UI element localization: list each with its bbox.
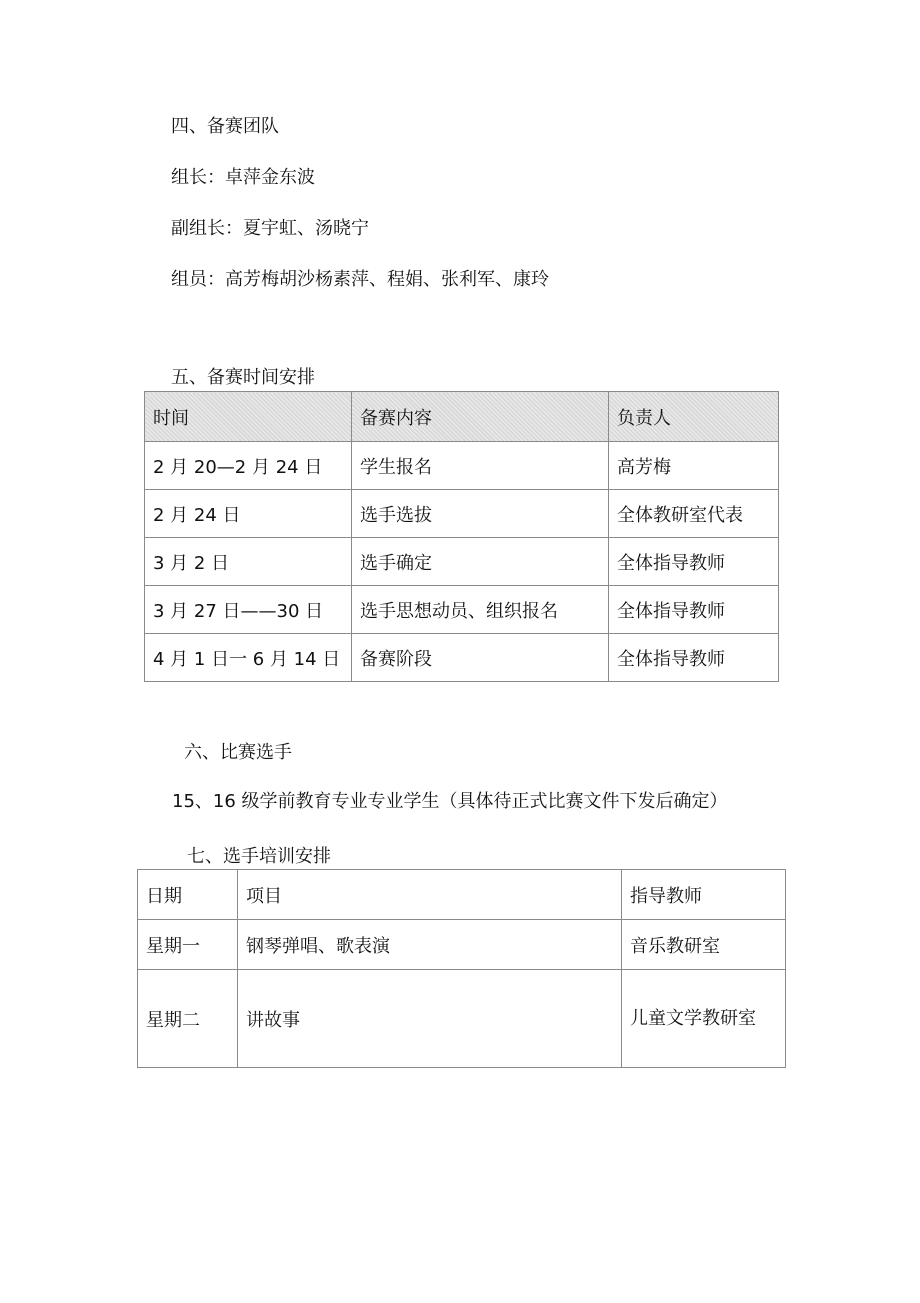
schedule-cell-time: 4 月 1 日一 6 月 14 日 — [145, 634, 352, 682]
table-row — [145, 586, 779, 634]
table-row — [145, 538, 779, 586]
schedule-cell-content: 备赛阶段 — [352, 634, 609, 682]
schedule-header-time: 时间 — [145, 392, 352, 442]
training-header-item: 项目 — [238, 870, 622, 920]
training-cell-date: 星期二 — [138, 970, 238, 1068]
training-cell-teacher: 儿童文学教研室 — [622, 970, 786, 1068]
schedule-cell-owner: 全体指导教师 — [609, 634, 779, 682]
schedule-cell-owner: 全体指导教师 — [609, 586, 779, 634]
schedule-header-content: 备赛内容 — [352, 392, 609, 442]
schedule-cell-owner: 全体指导教师 — [609, 538, 779, 586]
section6-heading: 六、比赛选手 — [184, 742, 292, 763]
section4-heading: 四、备赛团队 — [171, 116, 279, 137]
schedule-header-owner: 负责人 — [609, 392, 779, 442]
table-row — [138, 920, 786, 970]
table-row — [145, 490, 779, 538]
team-deputy: 副组长：夏宇虹、汤晓宁 — [171, 218, 369, 239]
schedule-cell-owner: 高芳梅 — [609, 442, 779, 490]
training-table — [137, 869, 786, 1068]
schedule-cell-content: 选手选拔 — [352, 490, 609, 538]
training-cell-teacher: 音乐教研室 — [622, 920, 786, 970]
schedule-table — [144, 391, 779, 682]
training-cell-date: 星期一 — [138, 920, 238, 970]
training-cell-item: 钢琴弹唱、歌表演 — [238, 920, 622, 970]
contestants-text: 15、16 级学前教育专业专业学生（具体待正式比赛文件下发后确定） — [172, 791, 728, 812]
training-header-teacher: 指导教师 — [622, 870, 786, 920]
schedule-cell-time: 2 月 20—2 月 24 日 — [145, 442, 352, 490]
team-leader: 组长：卓萍金东波 — [171, 167, 315, 188]
schedule-cell-content: 选手确定 — [352, 538, 609, 586]
section7-heading: 七、选手培训安排 — [187, 846, 331, 867]
section5-heading: 五、备赛时间安排 — [171, 367, 315, 388]
schedule-header-row — [145, 392, 779, 442]
schedule-cell-time: 2 月 24 日 — [145, 490, 352, 538]
schedule-cell-time: 3 月 27 日——30 日 — [145, 586, 352, 634]
table-row — [138, 970, 786, 1068]
training-header-date: 日期 — [138, 870, 238, 920]
schedule-cell-content: 学生报名 — [352, 442, 609, 490]
training-cell-item: 讲故事 — [238, 970, 622, 1068]
schedule-cell-time: 3 月 2 日 — [145, 538, 352, 586]
schedule-cell-content: 选手思想动员、组织报名 — [352, 586, 609, 634]
table-row — [145, 634, 779, 682]
team-members: 组员：高芳梅胡沙杨素萍、程娟、张利军、康玲 — [171, 269, 549, 290]
schedule-cell-owner: 全体教研室代表 — [609, 490, 779, 538]
training-header-row — [138, 870, 786, 920]
table-row — [145, 442, 779, 490]
